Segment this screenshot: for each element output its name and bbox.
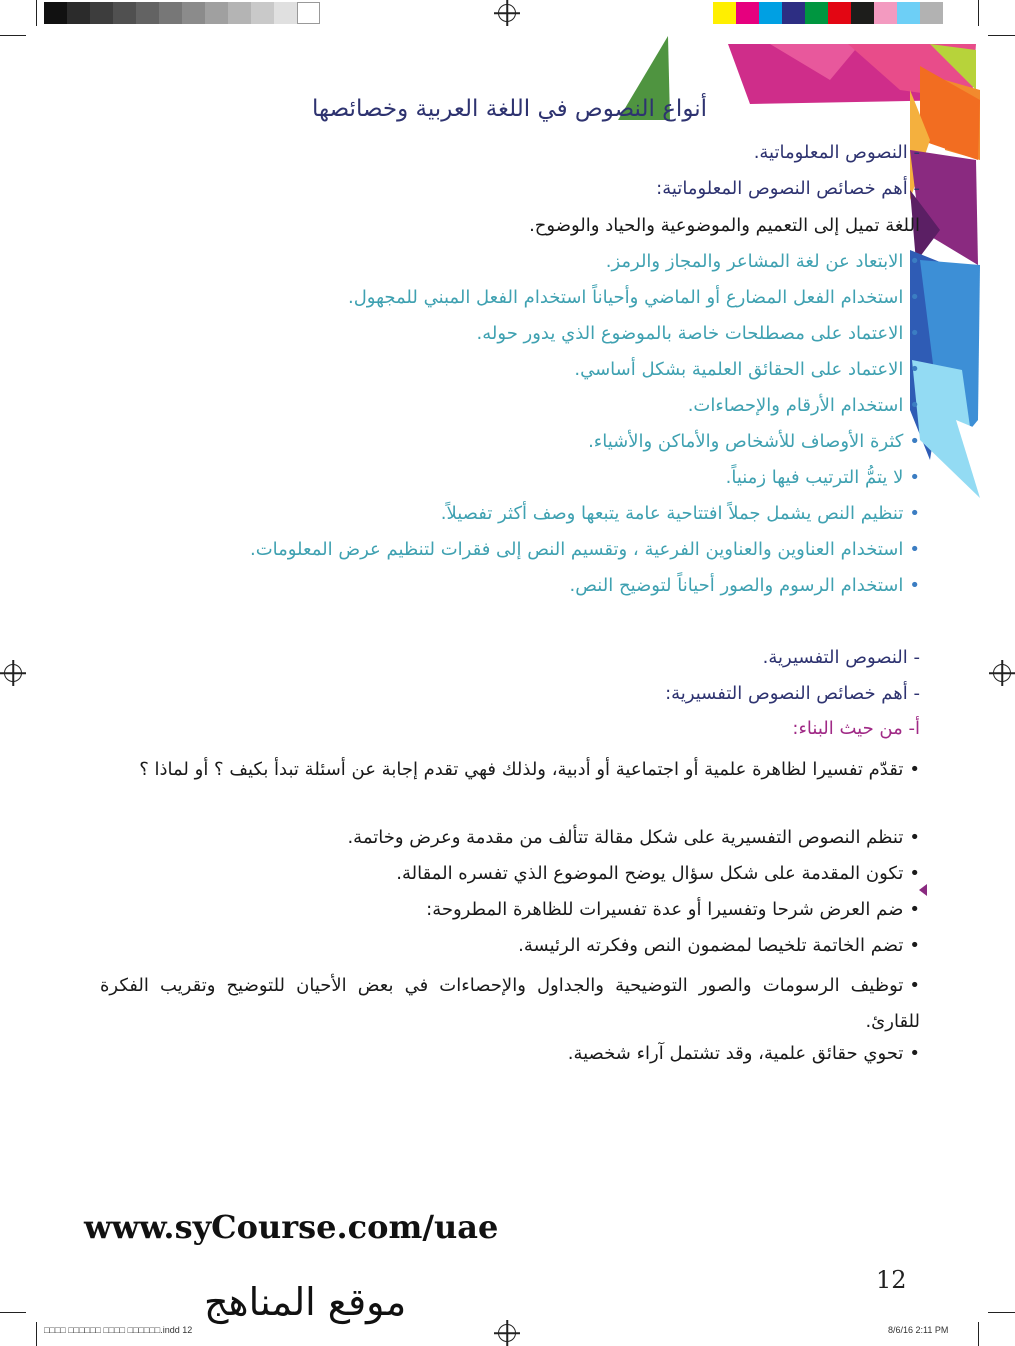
crop-mark <box>36 1322 37 1346</box>
page-title: أنواع النصوص في اللغة العربية وخصائصها <box>311 96 707 122</box>
list-item: • استخدام الأرقام والإحصاءات. <box>688 393 920 419</box>
crop-mark <box>978 0 979 26</box>
grayscale-color-bar <box>44 2 320 24</box>
registration-mark-top <box>498 4 516 22</box>
list-item: • الاعتماد على مصطلحات خاصة بالموضوع الذي يدور حوله. <box>477 321 920 347</box>
subsection-label: أ- من حيث البناء: <box>792 718 920 739</box>
site-name: موقع المناهج <box>204 1280 407 1324</box>
print-date: 8/6/16 2:11 PM <box>888 1325 949 1335</box>
registration-mark-bottom <box>498 1324 516 1342</box>
page-number: 12 <box>876 1266 907 1294</box>
subheading-explanatory: - أهم خصائص النصوص التفسيرية: <box>665 683 920 704</box>
list-item: • الابتعاد عن لغة المشاعر والمجاز والرمز. <box>606 249 920 275</box>
crop-mark <box>36 0 37 26</box>
list-item: • تحوي حقائق علمية، وقد تشتمل آراء شخصية. <box>568 1041 920 1067</box>
intro-text: اللغة تميل إلى التعميم والموضوعية والحياد والوضوح. <box>529 215 920 236</box>
registration-mark-right <box>993 664 1011 682</box>
crop-mark <box>0 35 26 36</box>
list-item: • تكون المقدمة على شكل سؤال يوضح الموضوع الذي تفسره المقالة. <box>396 861 920 887</box>
list-item: • توظيف الرسومات والصور التوضيحية والجداول والإحصاءات في بعض الأحيان للتوضيح وتقريب الفكرة للقارئ. <box>100 968 920 1040</box>
file-slug: □□□□ □□□□□□ □□□□ □□□□□□.indd 12 <box>44 1325 193 1335</box>
small-triangle-marker <box>919 884 927 896</box>
subheading-informational: - أهم خصائص النصوص المعلوماتية: <box>656 178 920 199</box>
list-item: • لا يتمُّ الترتيب فيها زمنياً. <box>726 465 920 491</box>
section-heading-informational: - النصوص المعلوماتية. <box>753 142 920 163</box>
list-item: • الاعتماد على الحقائق العلمية بشكل أساسي. <box>574 357 920 383</box>
list-item: • تنظم النصوص التفسيرية على شكل مقالة تتألف من مقدمة وعرض وخاتمة. <box>347 825 920 851</box>
crop-mark <box>988 1312 1015 1313</box>
process-color-bar <box>713 2 943 24</box>
list-item: • استخدام الرسوم والصور أحياناً لتوضيح النص. <box>570 573 920 599</box>
list-item: • تقدّم تفسيرا لظاهرة علمية أو اجتماعية أو أدبية، ولذلك فهي تقدم إجابة عن أسئلة تبدأ بكيف ؟ أو لماذا ؟ <box>100 752 920 788</box>
crop-mark <box>978 1322 979 1346</box>
list-item: • ضم العرض شرحا وتفسيرا أو عدة تفسيرات للظاهرة المطروحة: <box>426 897 920 923</box>
list-item: • استخدام العناوين والعناوين الفرعية ، وتقسيم النص إلى فقرات لتنظيم عرض المعلومات. <box>250 537 920 563</box>
registration-mark-left <box>4 664 22 682</box>
list-item: • تنظيم النص يشمل جملاً افتتاحية عامة يتبعها وصف أكثر تفصيلاً. <box>441 501 920 527</box>
section-heading-explanatory: - النصوص التفسيرية. <box>762 647 920 668</box>
list-item: • تضم الخاتمة تلخيصا لمضمون النص وفكرته الرئيسة. <box>518 933 920 959</box>
crop-mark <box>0 1312 26 1313</box>
website-url: www.syCourse.com/uae <box>84 1208 499 1246</box>
list-item: • كثرة الأوصاف للأشخاص والأماكن والأشياء. <box>588 429 920 455</box>
list-item: • استخدام الفعل المضارع أو الماضي وأحياناً استخدام الفعل المبني للمجهول. <box>348 285 920 311</box>
